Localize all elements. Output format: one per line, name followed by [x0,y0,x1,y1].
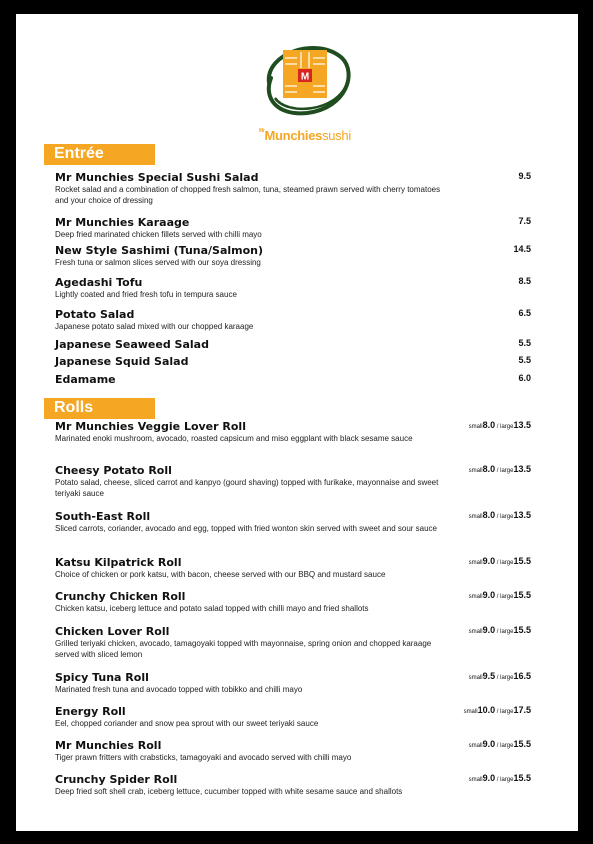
menu-item [55,464,545,499]
size-separator: / [495,468,501,474]
menu-item [55,671,545,695]
size-separator: / [495,777,501,783]
item-description: Japanese potato salad mixed with our chopped karaage [55,322,254,331]
small-label: small [463,709,478,715]
small-label: small [468,675,483,681]
item-name: Japanese Squid Salad [55,355,189,368]
menu-item [55,590,545,614]
item-description: Rocket salad and a combination of chopped fresh salmon, tuna, steamed prawn served with cherry tomatoes and your choice of dressing [55,185,441,205]
menu-item [55,216,545,240]
menu-item [55,556,545,580]
menu-item [55,338,545,351]
menu-item [55,244,545,268]
large-price: 15.5 [513,625,531,635]
section-title: Entrée [54,145,104,162]
item-price: 9.5 [518,171,531,181]
item-description: Tiger prawn fritters with crabsticks, tamagoyaki and avocado served with chilli mayo [55,753,352,762]
item-price: 5.5 [518,338,531,348]
small-label: small [468,514,483,520]
item-name: Mr Munchies Roll [55,739,162,752]
brand-mr: Mr [259,128,265,134]
small-label: small [468,743,483,749]
small-price: 9.0 [482,773,496,783]
item-price: 8.5 [518,276,531,286]
brand-name [259,128,351,143]
item-name: Mr Munchies Special Sushi Salad [55,171,259,184]
small-price: 8.0 [482,420,496,430]
item-price: 14.5 [513,244,531,254]
item-name: Potato Salad [55,308,135,321]
menu-item [55,420,545,444]
large-label: large [500,424,514,430]
size-separator: / [495,675,501,681]
large-price: 15.5 [513,590,531,600]
item-name: Mr Munchies Veggie Lover Roll [55,420,246,433]
size-separator: / [495,424,501,430]
large-price: 16.5 [513,671,531,681]
item-price [469,590,531,600]
item-name: New Style Sashimi (Tuna/Salmon) [55,244,264,257]
item-description: Eel, chopped coriander and snow pea sprout with our sweet teriyaki sauce [55,719,319,728]
size-separator: / [495,560,501,566]
item-description: Sliced carrots, coriander, avocado and egg, topped with fried wonton skin served with sweet and sour sauce [55,524,437,533]
item-price [469,773,531,783]
menu-item [55,739,545,763]
large-price: 13.5 [513,510,531,520]
item-price: 6.5 [518,308,531,318]
size-separator: / [495,629,501,635]
item-description: Fresh tuna or salmon slices served with our soya dressing [55,258,261,267]
small-label: small [468,560,483,566]
menu-item [55,171,545,206]
small-label: small [468,424,483,430]
menu-item [55,276,545,300]
menu-item [55,510,545,534]
item-name: South-East Roll [55,510,151,523]
item-name: Agedashi Tofu [55,276,143,289]
large-price: 13.5 [513,464,531,474]
item-name: Mr Munchies Karaage [55,216,190,229]
item-price: 7.5 [518,216,531,226]
item-description: Lightly coated and fried fresh tofu in tempura sauce [55,290,237,299]
small-label: small [468,594,483,600]
small-price: 8.0 [482,510,496,520]
item-price [464,705,531,715]
small-price: 10.0 [477,705,496,715]
small-price: 8.0 [482,464,496,474]
section-header-rolls [44,398,153,419]
section-header-entree [44,144,153,165]
small-price: 9.0 [482,625,496,635]
item-description: Marinated enoki mushroom, avocado, roasted capsicum and miso eggplant with black sesame sauce [55,434,413,443]
small-label: small [468,468,483,474]
small-price: 9.5 [482,671,496,681]
large-price: 15.5 [513,556,531,566]
logo-icon [257,38,357,118]
item-price [469,420,531,430]
size-separator: / [495,594,501,600]
small-label: small [468,777,483,783]
large-label: large [500,743,514,749]
menu-item [55,705,545,729]
large-label: large [500,675,514,681]
large-label: large [500,629,514,635]
item-name: Cheesy Potato Roll [55,464,172,477]
large-price: 15.5 [513,739,531,749]
item-name: Katsu Kilpatrick Roll [55,556,182,569]
size-separator: / [495,514,501,520]
item-description: Grilled teriyaki chicken, avocado, tamagoyaki topped with mayonnaise, spring onion and chopped karaage served with sliced lemon [55,639,432,659]
item-name: Edamame [55,373,116,386]
item-description: Marinated fresh tuna and avocado topped with tobikko and chilli mayo [55,685,303,694]
item-price [469,671,531,681]
size-separator: / [495,743,501,749]
small-price: 9.0 [482,556,496,566]
large-price: 15.5 [513,773,531,783]
item-name: Japanese Seaweed Salad [55,338,209,351]
large-label: large [500,560,514,566]
item-name: Crunchy Chicken Roll [55,590,186,603]
large-price: 13.5 [513,420,531,430]
large-label: large [500,468,514,474]
menu-item [55,625,545,660]
menu-item [55,373,545,386]
menu-item [55,773,545,797]
item-price [469,464,531,474]
section-title: Rolls [54,399,94,416]
large-label: large [500,709,514,715]
large-price: 17.5 [513,705,531,715]
brand-sushi: sushi [322,128,351,143]
item-description: Deep fried marinated chicken fillets served with chilli mayo [55,230,262,239]
item-price [469,739,531,749]
item-price [469,510,531,520]
large-label: large [500,777,514,783]
small-price: 9.0 [482,739,496,749]
item-price: 6.0 [518,373,531,383]
item-price [469,556,531,566]
item-name: Spicy Tuna Roll [55,671,149,684]
item-description: Potato salad, cheese, sliced carrot and kanpyo (gourd shaving) topped with furikake, mayonnaise and sweet teriyaki sauce [55,478,439,498]
large-label: large [500,514,514,520]
item-price: 5.5 [518,355,531,365]
menu-item [55,308,545,332]
small-label: small [468,629,483,635]
item-name: Crunchy Spider Roll [55,773,178,786]
item-description: Choice of chicken or pork katsu, with bacon, cheese served with our BBQ and mustard sauce [55,570,386,579]
large-label: large [500,594,514,600]
menu-item [55,355,545,368]
item-description: Chicken katsu, iceberg lettuce and potato salad topped with chilli mayo and fried shallots [55,604,369,613]
brand-munchies: Munchies [264,128,323,143]
size-separator: / [495,709,501,715]
small-price: 9.0 [482,590,496,600]
item-price [469,625,531,635]
item-name: Chicken Lover Roll [55,625,170,638]
svg-text:M: M [300,71,310,83]
menu-page [16,14,578,831]
item-description: Deep fried soft shell crab, iceberg lettuce, cucumber topped with white sesame sauce and shallots [55,787,403,796]
item-name: Energy Roll [55,705,126,718]
